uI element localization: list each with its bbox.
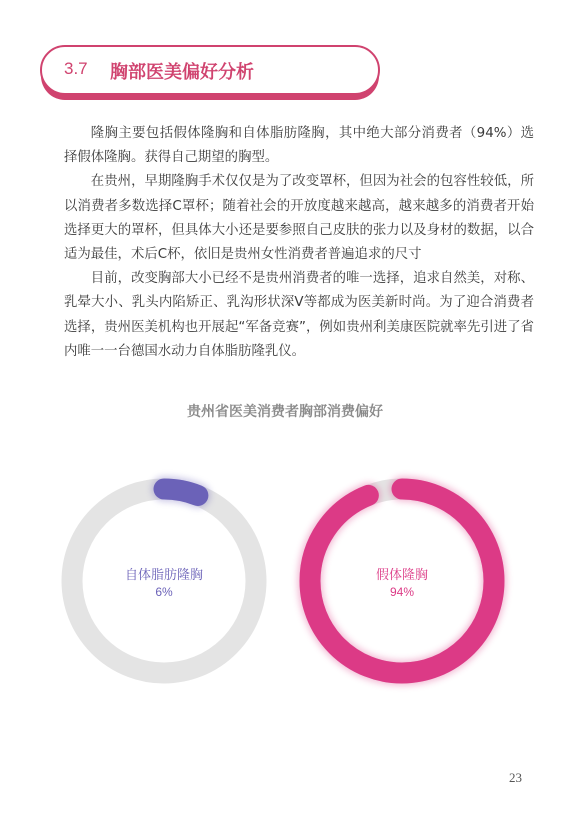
donut-charts (0, 450, 570, 710)
slice-label-1: 自体脂肪隆胸 (124, 568, 204, 583)
chart-title: 贵州省医美消费者胸部消费偏好 (187, 404, 383, 420)
page-number: 23 (509, 770, 522, 785)
section-heading (40, 45, 380, 95)
section-title: 胸部医美偏好分析 (110, 62, 254, 83)
paragraph-1: 隆胸主要包括假体隆胸和自体脂肪隆胸，其中绝大部分消费者（94%）选择假体隆胸。获得自己期望的胸型。 (64, 126, 534, 166)
section-number: 3.7 (64, 59, 88, 78)
slice-value-1: 6% (155, 585, 173, 599)
donut-1 (72, 489, 256, 673)
body-text (64, 122, 534, 364)
paragraph-2: 在贵州，早期隆胸手术仅仅是为了改变罩杯，但因为社会的包容性较低，所以消费者多数选择C罩杯；随着社会的开放度越来越高，越来越多的消费者开始选择更大的罩杯，但具体大小还是要参照自己皮肤的张力以及身材的数据，以合适为最佳，术后C杯，依旧是贵州女性消费者普遍追求的尺寸 (64, 174, 534, 263)
slice-label-2: 假体隆胸 (375, 568, 429, 583)
paragraph-3: 目前，改变胸部大小已经不是贵州消费者的唯一选择，追求自然美，对称、乳晕大小、乳头内陷矫正、乳沟形状深V等都成为医美新时尚。为了迎合消费者选择，贵州医美机构也开展起“军备竞赛”，例如贵州利美康医院就率先引进了省内唯一一台德国水动力自体脂肪隆乳仪。 (64, 271, 534, 359)
donut-2 (310, 489, 494, 673)
slice-value-2: 94% (389, 585, 415, 599)
